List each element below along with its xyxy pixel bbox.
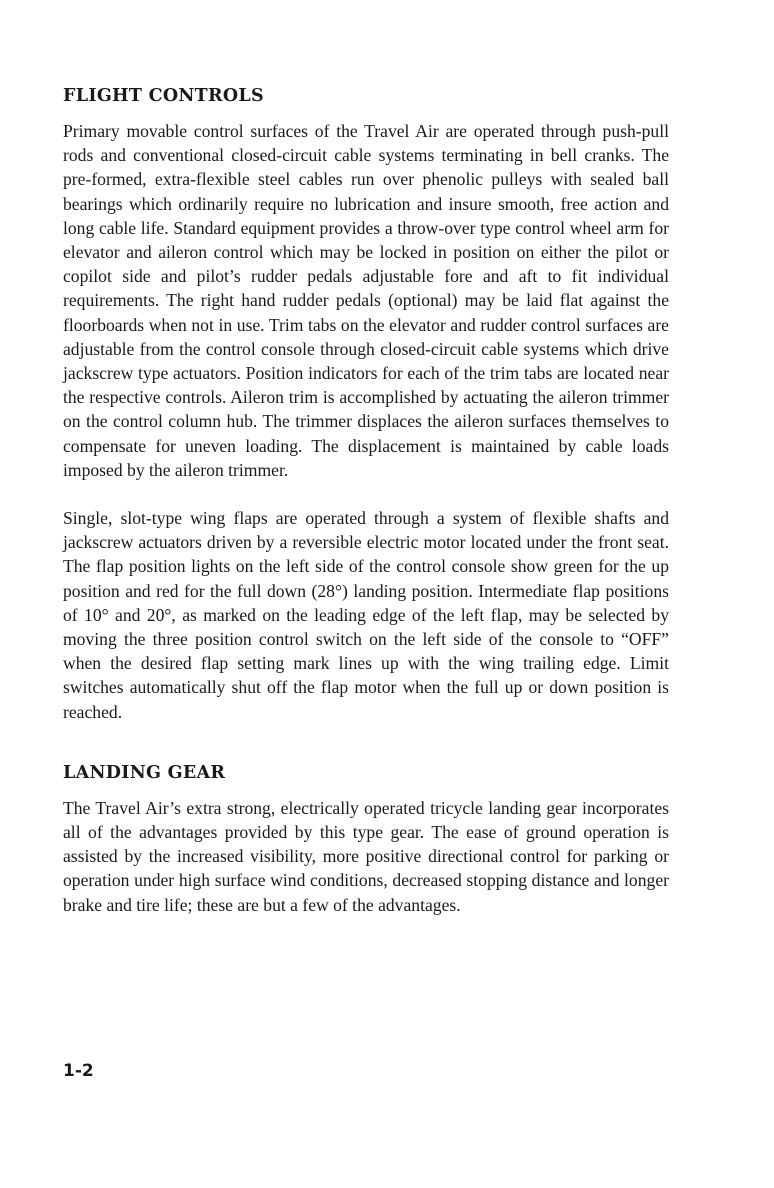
paragraph-landing-gear: The Travel Air’s extra strong, electrically operated tricycle landing gear incorporates all of the advantages provided by this type gear. The ease of ground operation is assisted by the increased visibility, more positive directional control for parking or operation under high surface wind conditions, decreased stopping distance and longer brake and tire life; these are but a few of the advantages. — [63, 797, 669, 915]
section-heading-landing-gear: LANDING GEAR — [63, 762, 226, 783]
paragraph-wing-flaps: Single, slot-type wing flaps are operated through a system of flexible shafts and jackscrew actuators driven by a reversible electric motor located under the front seat. The flap position lights on the left side of the control console show green for the up position and red for the full down (28°) landing position. Intermediate flap positions of 10° and 20°, as marked on the leading edge of the left flap, may be selected by moving the three position control switch on the left side of the console to “OFF” when the desired flap setting mark lines up with the wing trailing edge. Limit switches automatically shut off the flap motor when the full up or down position is reached. — [63, 508, 669, 722]
section-landing-gear — [63, 761, 669, 917]
manual-page — [63, 84, 669, 917]
page-number: 1-2 — [63, 1061, 94, 1081]
section-heading-flight-controls: FLIGHT CONTROLS — [63, 86, 264, 106]
paragraph-flight-controls-cables: Primary movable control surfaces of the Travel Air are operated through push-pull rods and conventional closed-circuit cable systems terminating in bell cranks. The pre-formed, extra-flexible steel cables run over phenolic pulleys with sealed ball bearings which ordinarily require no lubrication and insure smooth, free action and long cable life. Standard equipment provides a throw-over type control wheel arm for elevator and aileron control which may be locked in position on either the pilot or copilot side and pilot’s rudder pedals adjustable fore and aft to fit individual requirements. The right hand rudder pedals (optional) may be laid flat against the floorboards when not in use. Trim tabs on the elevator and rudder control surfaces are adjustable from the control console through closed-circuit cable systems which drive jackscrew type actuators. Position indicators for each of the trim tabs are located near the respective controls. Aileron trim is accomplished by actuating the aileron trimmer on the control column hub. The trimmer displaces the aileron surfaces themselves to compensate for uneven loading. The displacement is maintained by cable loads imposed by the aileron trimmer. — [63, 121, 669, 480]
